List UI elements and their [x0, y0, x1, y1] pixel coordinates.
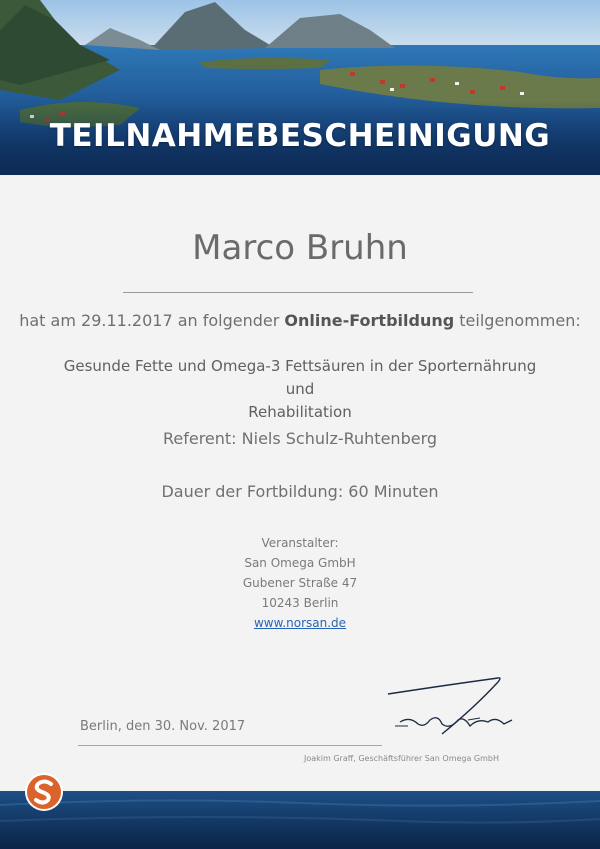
certificate-title: TEILNAHMEBESCHEINIGUNG: [49, 118, 551, 154]
course-title-line-1: Gesunde Fette und Omega-3 Fettsäuren in der Sporternährung und: [63, 357, 537, 398]
footer-banner: [0, 791, 600, 849]
duration-text: Dauer der Fortbildung: 60 Minuten: [161, 482, 439, 501]
statement-suffix: teilgenommen:: [459, 311, 581, 330]
name-divider: [123, 292, 473, 293]
organizer-city: 10243 Berlin: [261, 596, 339, 610]
organizer-label: Veranstalter:: [261, 536, 339, 550]
participant-name: Marco Bruhn: [192, 228, 408, 268]
header-banner: [0, 0, 600, 175]
referent-text: Referent: Niels Schulz-Ruhtenberg: [162, 429, 438, 448]
course-title-line-2: Rehabilitation: [248, 403, 352, 421]
handwritten-signature-image: [380, 672, 520, 742]
course-title: [55, 355, 545, 424]
place-date: Berlin, den 30. Nov. 2017: [80, 719, 246, 734]
organizer-company: San Omega GmbH: [244, 556, 356, 570]
statement-course-type: Online-Fortbildung: [284, 311, 455, 330]
signature-line: [78, 745, 382, 746]
organizer-website-link[interactable]: www.norsan.de: [253, 616, 347, 630]
footer-water-image: [0, 791, 600, 849]
organizer-block: [0, 533, 600, 633]
statement-prefix: hat am 29.11.2017 an folgender: [19, 311, 280, 330]
san-omega-logo-icon: [24, 772, 64, 812]
organizer-street: Gubener Straße 47: [242, 576, 358, 590]
participation-statement: [0, 311, 600, 330]
signer-name: Joakim Graff, Geschäftsführer San Omega GmbH: [304, 754, 500, 763]
